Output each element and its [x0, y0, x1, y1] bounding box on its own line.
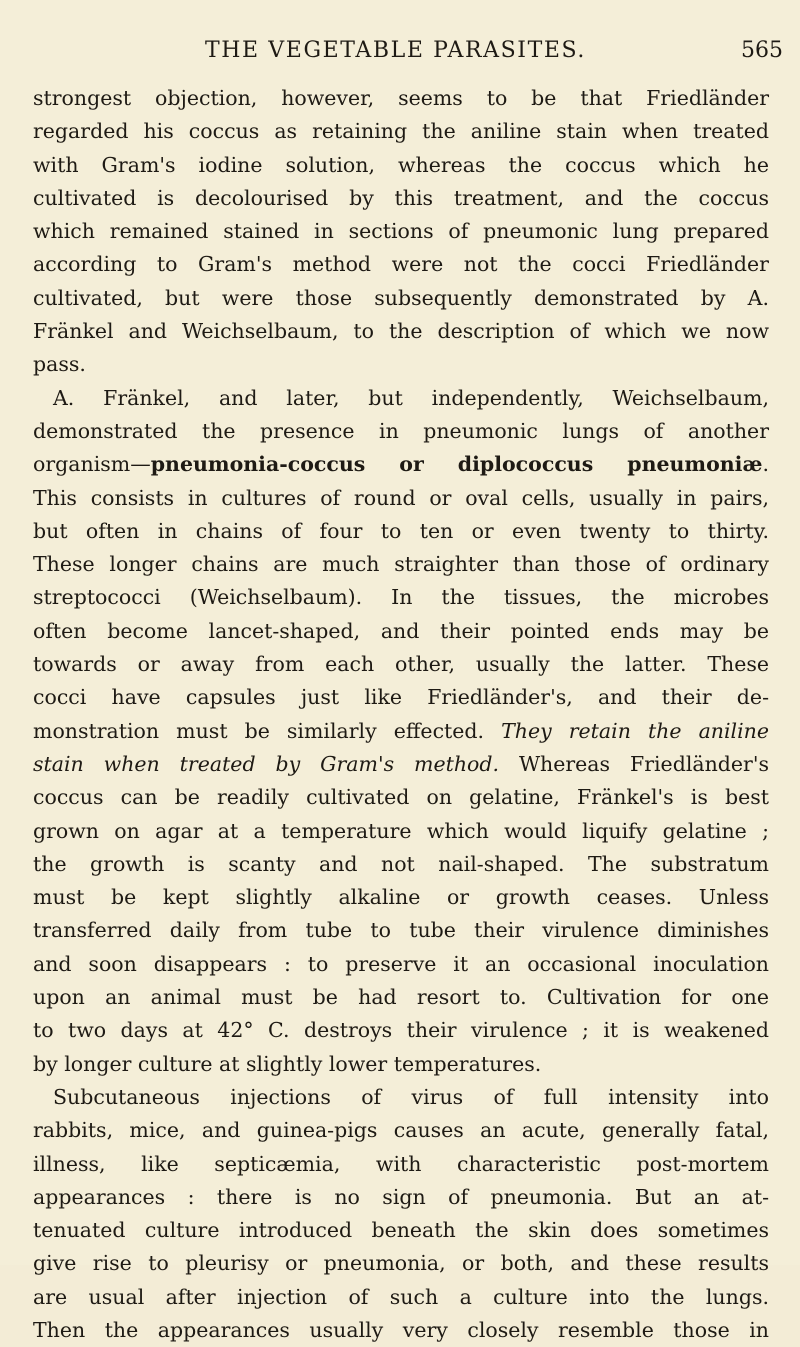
text-line: regarded his coccus as retaining the aniline stain when treated	[33, 119, 769, 144]
text-line: which remained stained in sections of pneumonic lung prepared	[33, 219, 769, 244]
text-line: but often in chains of four to ten or even twenty to thirty.	[33, 518, 769, 543]
running-title: THE VEGETABLE PARASITES.	[205, 38, 586, 63]
text-line: cultivated is decolourised by this treatment, and the coccus	[33, 185, 769, 210]
text-line: grown on agar at a temperature which would liquify gelatine ;	[33, 818, 769, 843]
text-line: rabbits, mice, and guinea-pigs causes an acute, generally fatal,	[33, 1118, 769, 1143]
text-line: the growth is scanty and not nail-shaped. The substratum	[33, 851, 769, 876]
text-run: Whereas Friedländer's	[499, 751, 770, 776]
text-line: according to Gram's method were not the cocci Friedländer	[33, 252, 769, 277]
text-line: coccus can be readily cultivated on gelatine, Fränkel's is best	[33, 785, 769, 810]
text-run: monstration must be similarly effected.	[33, 718, 502, 743]
text-line: towards or away from each other, usually the latter. These	[33, 652, 769, 677]
text-line: upon an animal must be had resort to. Cultivation for one	[33, 985, 769, 1010]
emphasis-text: stain when treated by Gram's method.	[33, 751, 500, 776]
text-line: These longer chains are much straighter than those of ordinary	[33, 552, 769, 577]
text-line: give rise to pleurisy or pneumonia, or both, and these results	[33, 1251, 769, 1276]
text-run: .	[762, 452, 769, 477]
text-line: tenuated culture introduced beneath the skin does sometimes	[33, 1218, 769, 1243]
organism-name: pneumonia-coccus or diplococcus pneumoniæ	[150, 452, 763, 477]
text-line: often become lancet-shaped, and their pointed ends may be	[33, 618, 769, 643]
text-line: and soon disappears : to preserve it an occasional inoculation	[33, 951, 769, 976]
text-line: to two days at 42° C. destroys their virulence ; it is weakened	[33, 1018, 769, 1043]
text-line: streptococci (Weichselbaum). In the tissues, the microbes	[33, 585, 769, 610]
text-line: Subcutaneous injections of virus of full intensity into	[53, 1084, 769, 1109]
emphasis-text: They retain the aniline	[501, 718, 769, 743]
text-line	[33, 748, 769, 781]
running-head	[0, 38, 800, 72]
text-line: Then the appearances usually very closely resemble those in	[33, 1317, 769, 1342]
text-line: strongest objection, however, seems to be that Friedländer	[33, 86, 769, 110]
text-line: cocci have capsules just like Friedländer's, and their de-	[33, 685, 769, 710]
text-line: pass.	[33, 352, 86, 377]
text-line	[33, 448, 769, 481]
text-line: by longer culture at slightly lower temperatures.	[33, 1051, 542, 1076]
text-line: appearances : there is no sign of pneumonia. But an at-	[33, 1184, 769, 1209]
text-line: demonstrated the presence in pneumonic lungs of another	[33, 418, 769, 443]
text-line: This consists in cultures of round or oval cells, usually in pairs,	[33, 485, 769, 510]
text-line: transferred daily from tube to tube their virulence diminishes	[33, 918, 769, 943]
text-line: are usual after injection of such a culture into the lungs.	[33, 1284, 769, 1309]
text-line: A. Fränkel, and later, but independently, Weichselbaum,	[53, 385, 769, 410]
text-line: cultivated, but were those subsequently demonstrated by A.	[33, 285, 769, 310]
text-line: illness, like septicæmia, with characteristic post-mortem	[33, 1151, 769, 1176]
text-line: with Gram's iodine solution, whereas the coccus which he	[33, 152, 769, 177]
text-line: must be kept slightly alkaline or growth ceases. Unless	[33, 885, 769, 910]
body-text	[33, 82, 769, 1347]
page-number: 565	[741, 38, 783, 63]
text-line: Fränkel and Weichselbaum, to the description of which we now	[33, 319, 769, 344]
text-line	[33, 715, 769, 748]
text-run: organism—	[33, 452, 151, 477]
